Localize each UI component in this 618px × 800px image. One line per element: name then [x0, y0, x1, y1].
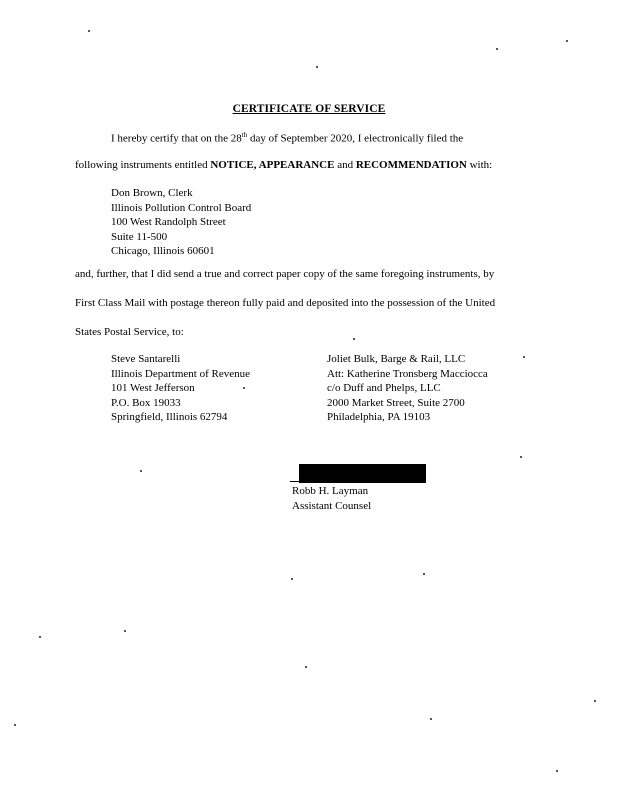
signer-title: Assistant Counsel: [292, 500, 372, 512]
clerk-address-line: Chicago, Illinois 60601: [111, 245, 215, 257]
clerk-address-line: Illinois Pollution Control Board: [111, 201, 252, 214]
recipient-address-line: P.O. Box 19033: [111, 396, 181, 409]
recipient-address-line: 2000 Market Street, Suite 2700: [327, 396, 465, 409]
certify-text-a: I hereby certify that on the 28: [111, 132, 242, 145]
clerk-address: [111, 186, 251, 259]
page-title: CERTIFICATE OF SERVICE: [232, 103, 386, 115]
certify-text-b: day of September 2020, I electronically filed the: [247, 132, 464, 145]
scan-speck: [140, 470, 142, 472]
scan-speck: [243, 387, 245, 389]
recipient-address-line: Steve Santarelli: [111, 353, 181, 365]
service-line-1: and, further, that I did send a true and correct paper copy of the same foregoing instruments, by: [75, 268, 495, 280]
scan-speck: [520, 456, 522, 458]
scan-speck: [430, 718, 432, 720]
instrument-names: NOTICE, APPEARANCE: [210, 159, 335, 171]
signer-name: Robb H. Layman: [292, 485, 369, 497]
scan-speck: [316, 66, 318, 68]
scan-speck: [291, 578, 293, 580]
scan-speck: [14, 724, 16, 726]
recipient-address-line: 101 West Jefferson: [111, 382, 195, 394]
recipient-address-line: Illinois Department of Revenue: [111, 367, 250, 380]
certify-line-2: [75, 159, 492, 171]
scan-speck: [556, 770, 558, 772]
scan-speck: [88, 30, 90, 32]
certify-text-d: with:: [466, 159, 493, 171]
scan-speck: [496, 48, 498, 50]
certify-text-and: and: [334, 159, 356, 171]
service-line-3: States Postal Service, to:: [75, 326, 184, 338]
clerk-address-line: Suite 11-500: [111, 230, 168, 243]
scan-speck: [124, 630, 126, 632]
certify-text-c: following instruments entitled: [75, 159, 211, 171]
scan-speck: [353, 338, 355, 340]
recipient-address-line: Philadelphia, PA 19103: [327, 411, 431, 423]
recipient-address-line: Joliet Bulk, Barge & Rail, LLC: [327, 353, 466, 365]
ordinal-suffix: th: [241, 131, 248, 139]
clerk-address-line: 100 West Randolph Street: [111, 216, 226, 228]
scan-speck: [423, 573, 425, 575]
recipient-address-line: Springfield, Illinois 62794: [111, 411, 228, 423]
recipient-address-right: [327, 352, 488, 425]
scan-speck: [566, 40, 568, 42]
signer-info: [292, 484, 371, 514]
recipient-address-left: [111, 352, 250, 425]
recipient-address-line: Att: Katherine Tronsberg Macciocca: [327, 367, 488, 380]
scan-speck: [305, 666, 307, 668]
scan-speck: [523, 356, 525, 358]
redacted-signature: [299, 464, 426, 483]
instrument-recommendation: RECOMMENDATION: [355, 159, 467, 171]
clerk-address-line: Don Brown, Clerk: [111, 187, 193, 199]
recipient-address-line: c/o Duff and Phelps, LLC: [327, 382, 441, 394]
certify-line-1: [111, 131, 463, 145]
service-line-2: First Class Mail with postage thereon fully paid and deposited into the possession of the United: [75, 297, 496, 309]
scan-speck: [39, 636, 41, 638]
scan-speck: [594, 700, 596, 702]
